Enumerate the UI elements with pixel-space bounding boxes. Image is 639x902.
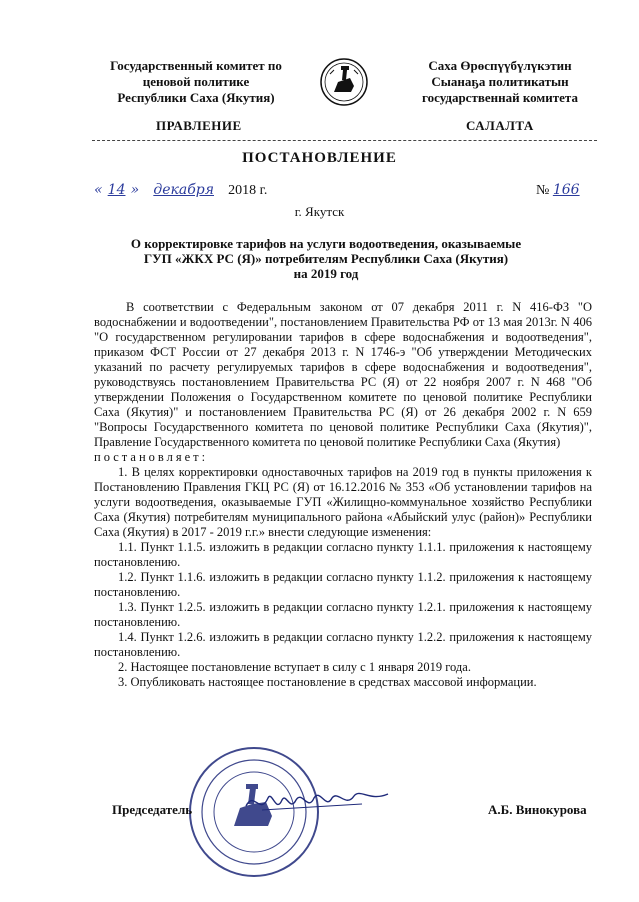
committee-name-russian — [86, 58, 306, 106]
document-body — [94, 300, 592, 690]
document-title: ПОСТАНОВЛЕНИЕ — [242, 150, 397, 166]
date-open-quote: « — [94, 182, 103, 198]
sub-item-1-3: 1.3. Пункт 1.2.5. изложить в редакции согласно пункту 1.2.1. приложения к настоящему постановлению. — [94, 600, 592, 629]
date-year: 2018 г. — [228, 183, 268, 198]
committee-name-line: Сыанаҕа политикатын — [431, 74, 569, 89]
header-divider — [92, 140, 597, 141]
coat-of-arms-emblem — [320, 56, 368, 108]
document-number — [536, 182, 580, 199]
committee-name-line: государственнай комитета — [422, 90, 578, 105]
subject-line: ГУП «ЖКХ РС (Я)» потребителям Республики Саха (Якутия) — [143, 251, 509, 266]
date-month: декабря — [153, 182, 214, 198]
date-close-quote: » — [130, 182, 140, 198]
signatory-name: А.Б. Винокурова — [488, 802, 587, 817]
board-label-russian: ПРАВЛЕНИЕ — [156, 118, 242, 133]
board-label-yakut: САЛАЛТА — [466, 118, 534, 133]
handwritten-signature — [242, 780, 392, 820]
committee-name-line: Государственный комитет по — [110, 58, 282, 73]
subject-line: на 2019 год — [293, 266, 359, 281]
committee-name-line: ценовой политике — [142, 74, 250, 89]
document-date — [94, 182, 267, 199]
sub-item-1-1: 1.1. Пункт 1.1.5. изложить в редакции согласно пункту 1.1.1. приложения к настоящему постановлению. — [94, 540, 592, 569]
preamble-paragraph: В соответствии с Федеральным законом от 07 декабря 2011 г. N 416-ФЗ "О водоснабжении и водоотведении", постановлением Правительства РФ от 13 мая 2013г. N 406 "О государственном регулировании тарифов в сфере водоснабжения и водоотведения", приказом ФСТ России от 27 декабря 2013 г. N 1746-э "Об утверждении Методических указаний по расчету регулируемых тарифов в сфере водоснабжения и водоотведения", руководствуясь постановлением Правительства РС (Я) от 22 ноября 2007 г. N 468 "Об утверждении Положения о Государственном комитете по ценовой политике Республики Саха (Якутия)" и постановлением Правительства РС (Я) от 26 декабря 2002 г. N 659 "Вопросы Государственного комитета по ценовой политике Республики Саха (Якутия)", Правление Государственного комитета по ценовой политике Республики Саха (Якутия) — [94, 300, 592, 449]
city: г. Якутск — [294, 204, 345, 219]
committee-name-line: Республики Саха (Якутия) — [117, 90, 275, 105]
date-day: 14 — [107, 182, 126, 198]
signatory-position: Председатель — [112, 802, 193, 817]
committee-name-yakut — [400, 58, 600, 106]
subject-line: О корректировке тарифов на услуги водоотведения, оказываемые — [130, 236, 522, 251]
resolves-word: постановляет: — [94, 450, 209, 464]
item-3: 3. Опубликовать настоящее постановление в средствах массовой информации. — [118, 675, 537, 689]
sub-item-1-4: 1.4. Пункт 1.2.6. изложить в редакции согласно пункту 1.2.2. приложения к настоящему постановлению. — [94, 630, 592, 659]
item-2: 2. Настоящее постановление вступает в силу с 1 января 2019 года. — [118, 660, 471, 674]
number-prefix: № — [536, 183, 550, 198]
item-1: 1. В целях корректировки одноставочных тарифов на 2019 год в пункты приложения к Постановлению Правления ГКЦ РС (Я) от 16.12.2016 № 353 «Об установлении тарифов на услуги водоотведения, оказываемые ГУП «Жилищно-коммунальное хозяйство Республики Саха (Якутия) потребителям муниципального района «Абыйский улус (район)» Республики Саха (Якутия) в 2017 - 2019 г.г.» внести следующие изменения: — [94, 465, 592, 539]
sub-item-1-2: 1.2. Пункт 1.1.6. изложить в редакции согласно пункту 1.1.2. приложения к настоящему постановлению. — [94, 570, 592, 599]
number-value: 166 — [552, 182, 580, 198]
document-subject — [100, 236, 552, 281]
committee-name-line: Саха Өрөспүүбүлүкэтин — [428, 58, 572, 73]
